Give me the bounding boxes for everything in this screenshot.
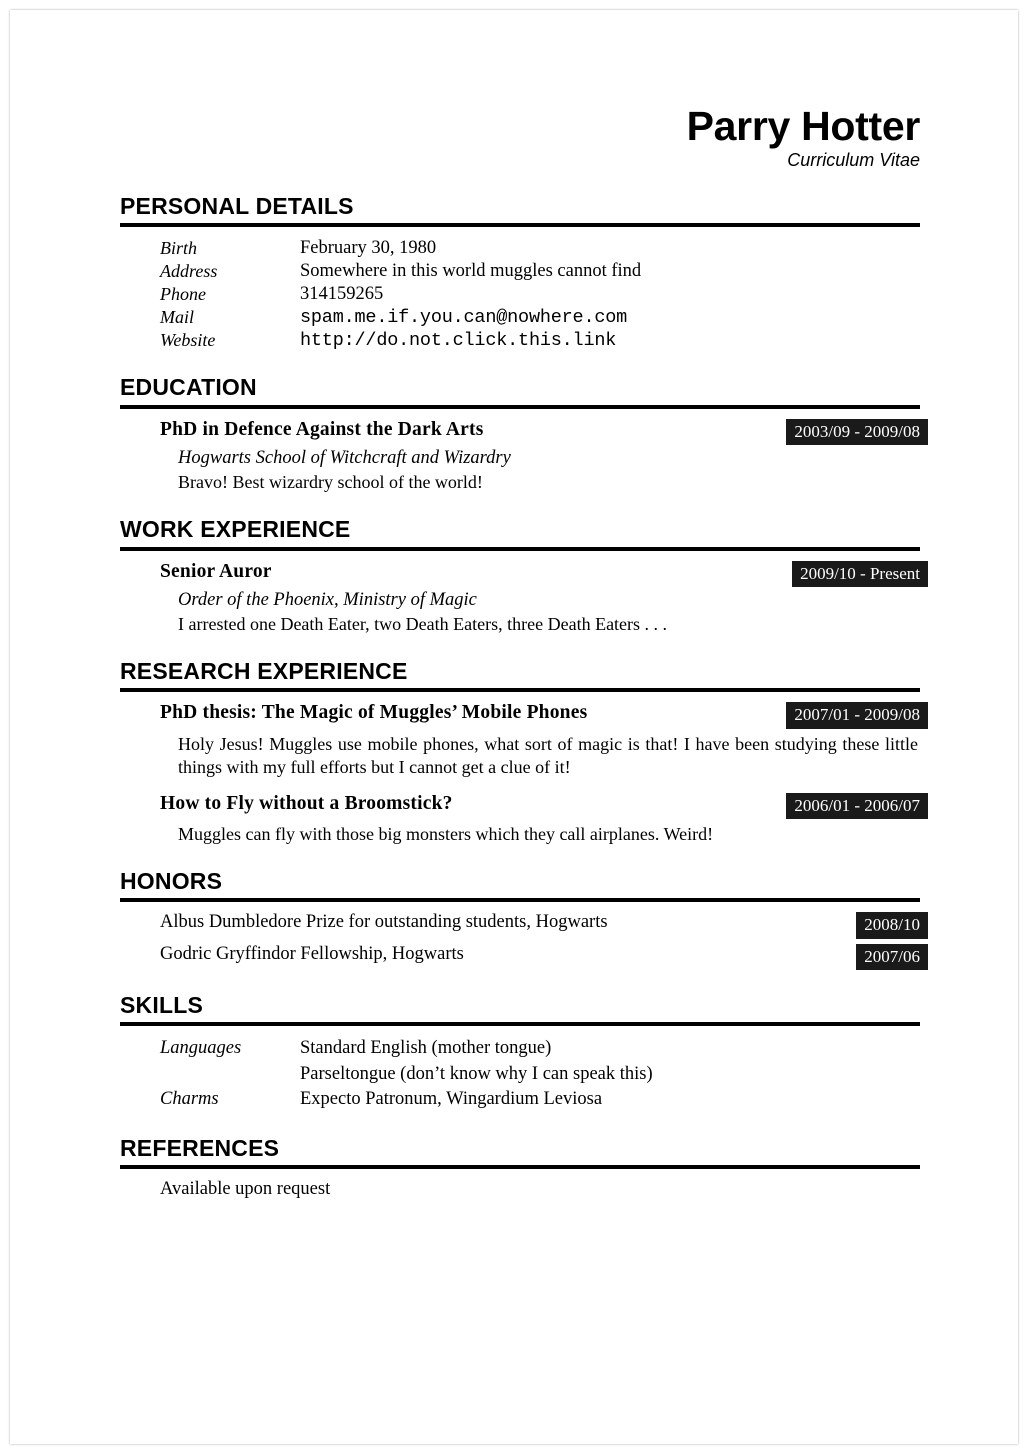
skills-table <box>160 1036 653 1113</box>
education-entry <box>160 419 920 494</box>
section-title-research-experience: RESEARCH EXPERIENCE <box>120 657 408 684</box>
detail-label: Phone <box>160 284 206 305</box>
detail-value: 314159265 <box>300 284 384 305</box>
section-divider <box>120 223 920 227</box>
section-divider <box>120 1022 920 1026</box>
cv-header <box>120 105 920 171</box>
honor-text: Godric Gryffindor Fellowship, Hogwarts <box>160 943 464 964</box>
research-entry <box>160 793 920 846</box>
section-title-skills: SKILLS <box>120 991 203 1018</box>
date-badge: 2007/06 <box>856 944 928 970</box>
table-row <box>160 329 641 352</box>
section-divider <box>120 547 920 551</box>
section-divider <box>120 405 920 409</box>
entry-description: Muggles can fly with those big monsters which they call airplanes. Weird! <box>178 823 714 844</box>
entry-title: Senior Auror <box>160 560 272 582</box>
cv-content <box>120 105 920 1200</box>
section-personal-details <box>120 193 920 352</box>
research-entry <box>160 702 920 778</box>
skill-value <box>300 1087 653 1113</box>
date-badge: 2006/01 - 2006/07 <box>786 793 928 819</box>
section-divider <box>120 688 920 692</box>
skill-line: Expecto Patronum, Wingardium Leviosa <box>300 1089 603 1110</box>
section-title-references: REFERENCES <box>120 1134 280 1161</box>
detail-label: Address <box>160 261 218 282</box>
entry-title: PhD in Defence Against the Dark Arts <box>160 418 484 440</box>
table-row <box>160 283 641 306</box>
skill-line: Parseltongue (don’t know why I can speak this) <box>300 1063 653 1084</box>
detail-value-email: spam.me.if.you.can@nowhere.com <box>300 307 628 329</box>
date-badge: 2008/10 <box>856 912 928 938</box>
skill-label: Languages <box>160 1038 242 1059</box>
section-honors <box>120 868 920 970</box>
date-badge: 2003/09 - 2009/08 <box>786 419 928 445</box>
list-item <box>160 944 920 970</box>
work-entry <box>160 561 920 636</box>
date-badge: 2007/01 - 2009/08 <box>786 702 928 728</box>
entry-description: Bravo! Best wizardry school of the world! <box>178 472 483 493</box>
date-badge: 2009/10 - Present <box>792 561 928 587</box>
section-title-work-experience: WORK EXPERIENCE <box>120 516 351 543</box>
section-title-personal-details: PERSONAL DETAILS <box>120 193 354 220</box>
table-row <box>160 306 641 329</box>
page-title: Parry Hotter <box>686 103 920 149</box>
skill-label: Charms <box>160 1089 219 1110</box>
section-divider <box>120 898 920 902</box>
section-research-experience <box>120 658 920 846</box>
section-title-honors: HONORS <box>120 867 223 894</box>
skill-value <box>300 1036 653 1087</box>
cv-subtitle: Curriculum Vitae <box>787 150 920 171</box>
entry-subtitle: Hogwarts School of Witchcraft and Wizardry <box>178 448 511 469</box>
table-row <box>160 1087 653 1113</box>
entry-header <box>160 793 920 819</box>
honor-text: Albus Dumbledore Prize for outstanding students, Hogwarts <box>160 912 608 933</box>
section-skills <box>120 992 920 1113</box>
list-item <box>160 912 920 938</box>
detail-value-website[interactable]: http://do.not.click.this.link <box>300 330 617 352</box>
detail-label: Birth <box>160 238 198 259</box>
table-row <box>160 260 641 283</box>
references-text: Available upon request <box>160 1179 331 1200</box>
paper-sheet <box>10 10 1018 1444</box>
detail-value: February 30, 1980 <box>300 238 437 259</box>
entry-description: I arrested one Death Eater, two Death Eaters, three Death Eaters . . . <box>178 613 668 634</box>
entry-header <box>160 561 920 587</box>
section-divider <box>120 1165 920 1169</box>
entry-description: Holy Jesus! Muggles use mobile phones, what sort of magic is that! I have been studying these little things with my full efforts but I cannot get a clue of it! <box>178 733 918 777</box>
personal-details-table <box>160 237 641 352</box>
skill-line: Standard English (mother tongue) <box>300 1038 552 1059</box>
section-work-experience <box>120 516 920 636</box>
table-row <box>160 237 641 260</box>
entry-header <box>160 419 920 445</box>
detail-label: Website <box>160 330 216 351</box>
table-row <box>160 1036 653 1087</box>
entry-subtitle: Order of the Phoenix, Ministry of Magic <box>178 589 477 610</box>
detail-value: Somewhere in this world muggles cannot find <box>300 261 642 282</box>
entry-title: PhD thesis: The Magic of Muggles’ Mobile Phones <box>160 702 588 724</box>
detail-label: Mail <box>160 307 194 328</box>
section-title-education: EDUCATION <box>120 374 257 401</box>
entry-title: How to Fly without a Broomstick? <box>160 792 453 814</box>
section-education <box>120 374 920 494</box>
entry-header <box>160 702 920 728</box>
section-references <box>120 1135 920 1200</box>
